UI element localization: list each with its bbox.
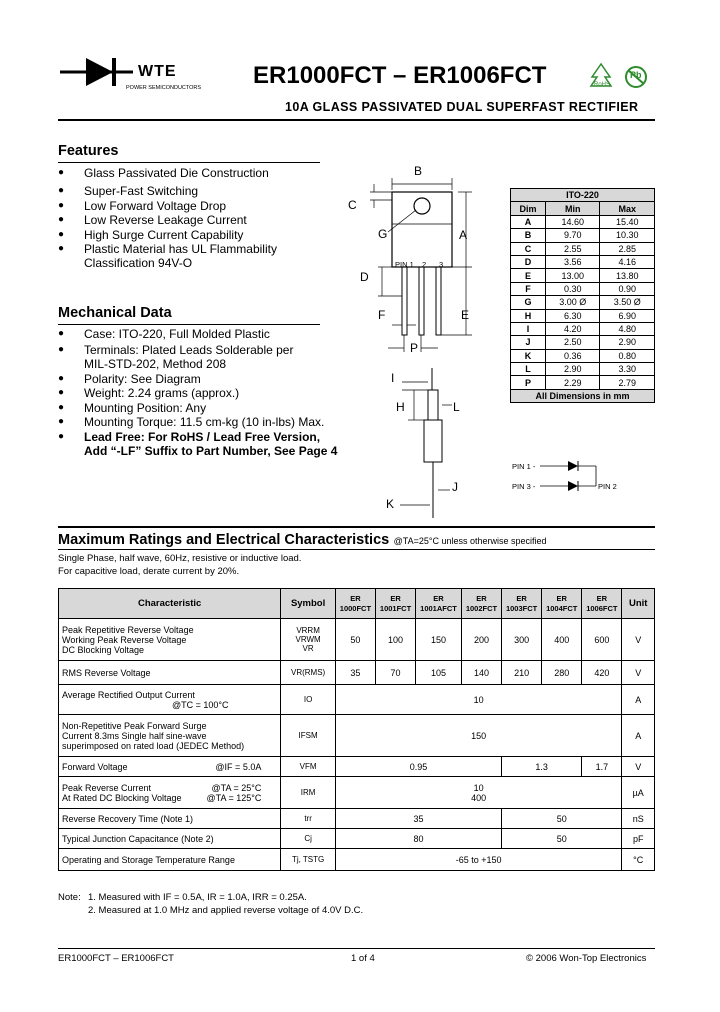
value-line: 10 <box>473 782 484 793</box>
value-cell: 1.7 <box>582 757 622 777</box>
dim-cell-max: 0.80 <box>600 349 655 362</box>
value-cell: 50 <box>502 829 622 849</box>
dim-cell-max: 6.90 <box>600 309 655 322</box>
part-er: ER <box>350 593 361 603</box>
mechanical-heading: Mechanical Data <box>58 305 172 321</box>
col-characteristic: Characteristic <box>59 589 281 619</box>
dim-table-row <box>511 229 655 242</box>
row-symbol: VR(RMS) <box>281 661 336 685</box>
part-er: ER <box>433 593 444 603</box>
unit-cell: V <box>622 661 655 685</box>
unit-cell: nS <box>622 809 655 829</box>
dim-cell-name: L <box>511 363 546 376</box>
part-er: ER <box>516 593 527 603</box>
part-number: 1004FCT <box>546 603 578 613</box>
value-cell: 35 <box>335 661 375 685</box>
ratings-condition: @TA=25°C unless otherwise specified <box>393 536 547 546</box>
notes-label: Note: <box>58 892 81 903</box>
mech-item: ● Polarity: See Diagram <box>58 372 201 387</box>
package-drawing <box>330 160 510 520</box>
value-cell: 150 <box>335 715 622 757</box>
page-subtitle: 10A GLASS PASSIVATED DUAL SUPERFAST RECTIFIER <box>285 100 639 114</box>
dim-cell-min: 3.56 <box>546 255 600 268</box>
pin-label-2: 2 <box>422 260 427 269</box>
feature-item: ● Low Reverse Leakage Current <box>58 213 247 228</box>
ratings-heading: Maximum Ratings and Electrical Characteristics <box>58 532 390 548</box>
unit-cell: V <box>622 619 655 661</box>
rohs-label: RoHS <box>594 82 611 88</box>
note-1: 1. Measured with IF = 0.5A, IR = 1.0A, IRR = 0.25A. <box>88 892 307 903</box>
char-cond: @TC = 100°C <box>172 699 229 710</box>
table-row <box>59 829 655 849</box>
dim-table-row <box>511 363 655 376</box>
char-line: superimposed on rated load (JEDEC Method) <box>62 740 245 751</box>
brand-subtitle: POWER SEMICONDUCTORS <box>126 85 202 91</box>
dim-table-footer: All Dimensions in mm <box>511 389 655 402</box>
value-cell: 1.3 <box>502 757 582 777</box>
ratings-rule <box>58 549 655 550</box>
value-cell: 600 <box>582 619 622 661</box>
value-cell: 300 <box>502 619 542 661</box>
row-symbol: IRM <box>281 777 336 809</box>
dim-cell-name: I <box>511 322 546 335</box>
col-part <box>416 589 462 619</box>
part-er: ER <box>596 593 608 603</box>
ratings-note-1: Single Phase, half wave, 60Hz, resistive or inductive load. <box>58 553 302 564</box>
part-number: 1002FCT <box>465 603 498 613</box>
row-symbol: trr <box>281 809 336 829</box>
dim-label-h: H <box>396 400 405 414</box>
col-part <box>375 589 415 619</box>
dim-cell-min: 14.60 <box>546 215 600 228</box>
col-part <box>582 589 622 619</box>
dim-label-e: E <box>461 308 470 322</box>
value-cell: 150 <box>416 619 462 661</box>
row-characteristic <box>59 619 281 661</box>
dim-table-row <box>511 336 655 349</box>
row-characteristic <box>59 685 281 715</box>
part-number: 1006FCT <box>586 603 618 613</box>
row-characteristic <box>59 777 281 809</box>
dim-table-row <box>511 309 655 322</box>
unit-cell: V <box>622 757 655 777</box>
value-cell: 140 <box>461 661 501 685</box>
footer-left: ER1000FCT – ER1006FCT <box>58 953 174 964</box>
row-symbol: IFSM <box>281 715 336 757</box>
row-symbol: VFM <box>281 757 336 777</box>
dim-label-j: J <box>452 480 458 494</box>
feature-item-cont: Classification 94V-O <box>84 256 193 270</box>
char-line: Working Peak Reverse Voltage <box>62 634 187 645</box>
unit-cell: A <box>622 685 655 715</box>
row-symbol <box>281 619 336 661</box>
dim-cell-min: 2.55 <box>546 242 600 255</box>
features-rule <box>58 162 320 163</box>
char-line: Average Rectified Output Current <box>62 689 195 700</box>
dim-cell-max: 3.50 Ø <box>600 296 655 309</box>
char-line: At Rated DC Blocking Voltage <box>62 792 182 803</box>
row-characteristic: Operating and Storage Temperature Range <box>59 849 281 871</box>
dim-cell-min: 4.20 <box>546 322 600 335</box>
row-characteristic: RMS Reverse Voltage <box>59 661 281 685</box>
dim-label-a: A <box>459 228 468 242</box>
symbol-line: VRRM <box>296 626 320 635</box>
features-heading: Features <box>58 143 119 159</box>
dim-cell-max: 13.80 <box>600 269 655 282</box>
dim-cell-min: 13.00 <box>546 269 600 282</box>
dim-cell-min: 0.30 <box>546 282 600 295</box>
char-cond: @TA = 25°C <box>211 782 262 793</box>
dim-table-header: Min <box>546 202 600 215</box>
dim-table-row <box>511 242 655 255</box>
value-cell: 100 <box>375 619 415 661</box>
dim-label-p: P <box>410 341 419 355</box>
part-number: 1001FCT <box>379 603 412 613</box>
unit-cell: pF <box>622 829 655 849</box>
part-number: 1000FCT <box>339 603 372 613</box>
schem-pin2: PIN 2 <box>598 482 617 491</box>
part-er: ER <box>556 593 567 603</box>
pb-label: Pb <box>630 70 642 80</box>
char-cond: @TA = 125°C <box>206 792 262 803</box>
dim-label-k: K <box>386 497 395 511</box>
table-row <box>59 715 655 757</box>
dim-cell-min: 9.70 <box>546 229 600 242</box>
dim-cell-min: 3.00 Ø <box>546 296 600 309</box>
char-line: Peak Reverse Current <box>62 782 152 793</box>
value-cell: 400 <box>542 619 582 661</box>
dim-cell-max: 4.16 <box>600 255 655 268</box>
dim-cell-min: 2.90 <box>546 363 600 376</box>
schem-pin3: PIN 3 - <box>512 482 536 491</box>
mech-item: ● Case: ITO-220, Full Molded Plastic <box>58 327 270 342</box>
col-symbol: Symbol <box>281 589 336 619</box>
value-cell: 280 <box>542 661 582 685</box>
dim-cell-min: 0.36 <box>546 349 600 362</box>
mech-item-cont: MIL-STD-202, Method 208 <box>84 357 227 371</box>
dim-table-row <box>511 282 655 295</box>
dim-cell-name: A <box>511 215 546 228</box>
note-2: 2. Measured at 1.0 MHz and applied reverse voltage of 4.0V D.C. <box>88 905 364 916</box>
dim-label-d: D <box>360 270 369 284</box>
value-cell: 420 <box>582 661 622 685</box>
char-line: DC Blocking Voltage <box>62 644 145 655</box>
table-row <box>59 619 655 661</box>
ratings-table <box>58 588 655 871</box>
dim-table-row <box>511 296 655 309</box>
col-unit: Unit <box>622 589 655 619</box>
table-row <box>59 809 655 829</box>
footer-rule <box>58 948 655 949</box>
mech-item: ● Weight: 2.24 grams (approx.) <box>58 386 239 401</box>
value-cell: 210 <box>502 661 542 685</box>
table-row <box>59 777 655 809</box>
pin-label-1: PIN 1 <box>395 260 414 269</box>
row-characteristic <box>59 757 281 777</box>
dim-cell-min: 2.29 <box>546 376 600 389</box>
value-cell: 80 <box>335 829 501 849</box>
mech-item-leadfree: ● Lead Free: For RoHS / Lead Free Version, <box>58 430 320 445</box>
schem-pin1: PIN 1 - <box>512 462 536 471</box>
part-er: ER <box>390 593 401 603</box>
char-line: Peak Repetitive Reverse Voltage <box>62 624 194 635</box>
char-line: Current 8.3ms Single half sine-wave <box>62 730 207 741</box>
feature-item: ● Plastic Material has UL Flammability <box>58 242 277 257</box>
char-line: Forward Voltage <box>62 761 128 772</box>
value-cell <box>335 777 622 809</box>
row-symbol: Cj <box>281 829 336 849</box>
dim-label-i: I <box>391 371 395 385</box>
dimension-table <box>510 188 655 403</box>
value-line: 400 <box>471 792 487 803</box>
col-part <box>335 589 375 619</box>
dim-label-l: L <box>453 400 460 414</box>
col-part <box>461 589 501 619</box>
package-outline-icon <box>330 160 510 520</box>
value-cell: 10 <box>335 685 622 715</box>
dim-cell-name: D <box>511 255 546 268</box>
feature-item: ● Low Forward Voltage Drop <box>58 199 226 214</box>
feature-item: ● High Surge Current Capability <box>58 228 243 243</box>
col-part <box>542 589 582 619</box>
ratings-note-2: For capacitive load, derate current by 20%. <box>58 566 240 577</box>
dim-cell-max: 15.40 <box>600 215 655 228</box>
value-cell: 200 <box>461 619 501 661</box>
dim-cell-max: 2.79 <box>600 376 655 389</box>
part-number: 1001AFCT <box>420 603 457 613</box>
table-row <box>59 849 655 871</box>
unit-cell: µA <box>622 777 655 809</box>
dim-cell-name: C <box>511 242 546 255</box>
dim-cell-name: P <box>511 376 546 389</box>
char-cond: @IF = 5.0A <box>215 761 262 772</box>
part-er: ER <box>476 593 487 603</box>
unit-cell: A <box>622 715 655 757</box>
value-cell: 50 <box>502 809 622 829</box>
dim-cell-max: 2.90 <box>600 336 655 349</box>
dim-cell-min: 2.50 <box>546 336 600 349</box>
symbol-line: VRWM <box>295 635 321 644</box>
table-row <box>59 757 655 777</box>
row-characteristic: Typical Junction Capacitance (Note 2) <box>59 829 281 849</box>
dim-table-row <box>511 322 655 335</box>
page-title: ER1000FCT – ER1006FCT <box>253 62 547 89</box>
symbol-line: VR <box>302 644 314 653</box>
dim-cell-name: K <box>511 349 546 362</box>
dim-table-row <box>511 255 655 268</box>
row-symbol: Tj, TSTG <box>281 849 336 871</box>
ratings-rule-top <box>58 526 655 528</box>
dim-cell-name: G <box>511 296 546 309</box>
value-cell: 50 <box>335 619 375 661</box>
dim-cell-max: 3.30 <box>600 363 655 376</box>
dim-cell-name: B <box>511 229 546 242</box>
dim-table-package: ITO-220 <box>511 189 655 202</box>
feature-item: ● Super-Fast Switching <box>58 184 198 199</box>
dim-label-f: F <box>378 308 386 322</box>
mech-item: ● Terminals: Plated Leads Solderable per <box>58 343 293 358</box>
char-line: Non-Repetitive Peak Forward Surge <box>62 720 207 731</box>
row-characteristic <box>59 715 281 757</box>
dim-table-row <box>511 376 655 389</box>
value-cell: 105 <box>416 661 462 685</box>
dim-cell-max: 2.85 <box>600 242 655 255</box>
mechanical-rule <box>58 324 320 325</box>
value-cell: 70 <box>375 661 415 685</box>
dim-label-g: G <box>378 227 388 241</box>
row-symbol: IO <box>281 685 336 715</box>
unit-cell: °C <box>622 849 655 871</box>
table-row <box>59 685 655 715</box>
footer-right: © 2006 Won-Top Electronics <box>526 953 647 964</box>
header-rule <box>58 119 655 121</box>
table-row <box>59 661 655 685</box>
dim-table-header: Dim <box>511 202 546 215</box>
footer-page: 1 of 4 <box>351 953 375 964</box>
dim-cell-name: H <box>511 309 546 322</box>
dim-cell-name: J <box>511 336 546 349</box>
mech-item-leadfree-cont: Add “-LF” Suffix to Part Number, See Page 4 <box>84 444 338 458</box>
mech-item: ● Mounting Torque: 11.5 cm-kg (10 in-lbs) Max. <box>58 415 324 430</box>
dim-cell-min: 6.30 <box>546 309 600 322</box>
dim-label-c: C <box>348 198 357 212</box>
brand-name: WTE <box>138 63 177 80</box>
feature-item: ● Glass Passivated Die Construction <box>58 166 269 181</box>
dim-cell-max: 10.30 <box>600 229 655 242</box>
mech-item: ● Mounting Position: Any <box>58 401 206 416</box>
value-cell: 35 <box>335 809 501 829</box>
dim-table-row <box>511 349 655 362</box>
dim-table-row <box>511 269 655 282</box>
dim-cell-max: 0.90 <box>600 282 655 295</box>
part-number: 1003FCT <box>505 603 538 613</box>
dim-cell-max: 4.80 <box>600 322 655 335</box>
col-part <box>502 589 542 619</box>
dim-label-b: B <box>414 164 423 178</box>
dim-cell-name: F <box>511 282 546 295</box>
row-characteristic: Reverse Recovery Time (Note 1) <box>59 809 281 829</box>
value-cell: -65 to +150 <box>335 849 622 871</box>
ratings-heading-line <box>58 531 547 549</box>
dim-table-row <box>511 215 655 228</box>
value-cell: 0.95 <box>335 757 501 777</box>
dim-cell-name: E <box>511 269 546 282</box>
pin-label-3: 3 <box>439 260 444 269</box>
dim-table-header: Max <box>600 202 655 215</box>
